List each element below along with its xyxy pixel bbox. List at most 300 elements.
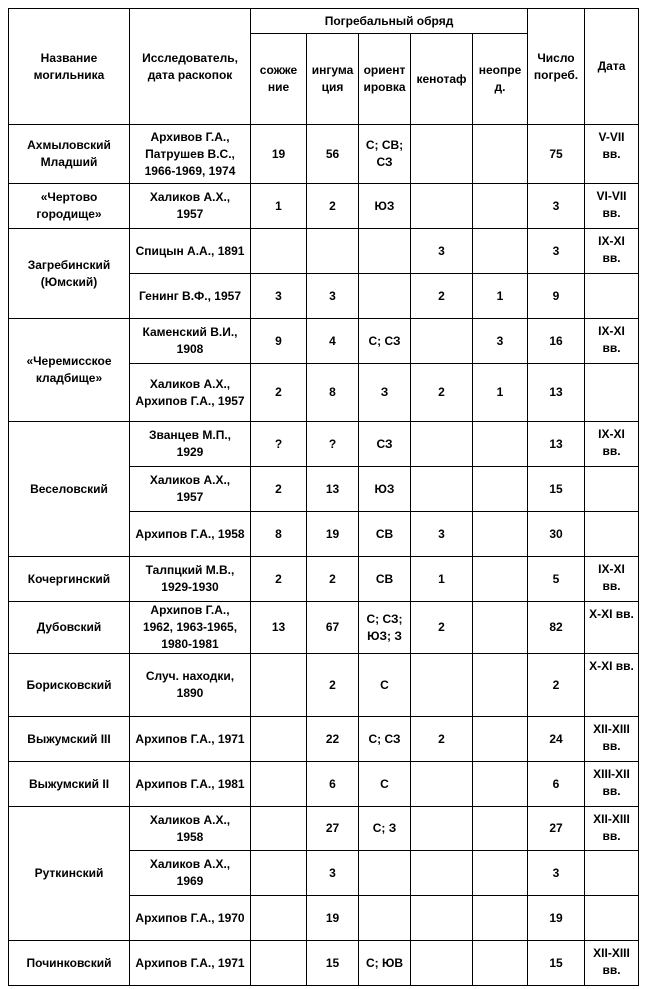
inhumation-cell: 2 [307, 184, 359, 229]
date-cell [585, 851, 639, 896]
orientation-lines [361, 436, 408, 453]
undetermined-cell [473, 851, 528, 896]
burial-count-cell: 2 [528, 654, 585, 717]
researcher-line: Архивов Г.А., [150, 129, 230, 144]
cenotaph-cell [411, 319, 473, 364]
cenotaph-cell: 2 [411, 717, 473, 762]
researcher-line: Званцев М.П., [148, 428, 232, 442]
inhumation-cell: 15 [307, 941, 359, 986]
date-cell [585, 654, 639, 717]
table-row [9, 229, 639, 274]
orientation-cell [359, 319, 411, 364]
date-line: вв. [602, 147, 621, 161]
header-undetermined [473, 34, 528, 125]
inhumation-cell: 13 [307, 467, 359, 512]
site-name-cell [9, 717, 130, 762]
site-name-line: Руткинский [34, 866, 104, 880]
date-cell [585, 896, 639, 941]
cremation-cell: 9 [251, 319, 307, 364]
undetermined-cell [473, 512, 528, 557]
researcher-cell [130, 602, 251, 654]
inhumation-cell: 6 [307, 762, 359, 807]
burial-count-cell: 75 [528, 125, 585, 184]
date-lines [587, 561, 636, 595]
orientation-lines [361, 955, 408, 972]
cremation-cell: 13 [251, 602, 307, 654]
site-name-cell [9, 807, 130, 941]
researcher-lines [132, 602, 248, 653]
cenotaph-cell: 2 [411, 274, 473, 319]
researcher-lines [132, 129, 248, 180]
header-researcher-line-1: Исследователь, [142, 50, 238, 65]
undetermined-cell [473, 654, 528, 717]
burial-count-cell: 13 [528, 422, 585, 467]
inhumation-cell: 19 [307, 512, 359, 557]
header-date: Дата [585, 9, 639, 125]
cremation-cell [251, 654, 307, 717]
header-cremation [251, 34, 307, 125]
date-lines [587, 721, 636, 755]
burial-count-cell: 24 [528, 717, 585, 762]
table-body [9, 125, 639, 986]
researcher-line: 1957 [176, 490, 204, 504]
researcher-line: 1890 [176, 686, 204, 700]
researcher-lines [132, 731, 248, 748]
orientation-lines [361, 731, 408, 748]
orientation-cell [359, 654, 411, 717]
header-undetermined-line-1: неопре [478, 63, 522, 77]
orientation-cell [359, 229, 411, 274]
orientation-line: С; СЗ [368, 333, 401, 348]
researcher-lines [132, 910, 248, 927]
inhumation-cell: 67 [307, 602, 359, 654]
researcher-lines [132, 376, 248, 410]
orientation-line: ЮЗ [374, 481, 395, 496]
date-line: VI-VII [596, 189, 627, 203]
table-row [9, 557, 639, 602]
inhumation-cell: 3 [307, 274, 359, 319]
researcher-line: Халиков А.Х., [149, 812, 231, 827]
header-name-line-1: Название [40, 50, 98, 65]
orientation-lines [361, 481, 408, 498]
researcher-line: Архипов Г.А., 1970 [135, 910, 245, 925]
date-cell [585, 762, 639, 807]
cremation-cell: 19 [251, 125, 307, 184]
researcher-lines [132, 427, 248, 461]
orientation-cell [359, 467, 411, 512]
researcher-cell [130, 807, 251, 851]
orientation-lines [361, 198, 408, 215]
orientation-line: С [380, 776, 389, 791]
researcher-lines [132, 776, 248, 793]
burial-count-cell: 27 [528, 807, 585, 851]
orientation-line: ЮЗ [374, 198, 395, 213]
orientation-cell [359, 364, 411, 422]
site-name-line: Веселовский [30, 481, 108, 496]
undetermined-cell [473, 229, 528, 274]
header-cremation-line-1: сожже [259, 63, 298, 77]
table-row [9, 319, 639, 364]
orientation-cell [359, 851, 411, 896]
researcher-cell [130, 512, 251, 557]
date-cell [585, 467, 639, 512]
site-name-cell [9, 422, 130, 557]
researcher-line: 1966-1969, 1974 [144, 163, 236, 178]
header-cremation-line-2: ние [267, 80, 290, 94]
inhumation-cell: 3 [307, 851, 359, 896]
header-orientation-line-2: ировка [363, 80, 406, 94]
header-researcher-line-2: дата раскопок [147, 67, 233, 82]
cenotaph-cell: 3 [411, 512, 473, 557]
cremation-cell [251, 229, 307, 274]
date-cell [585, 125, 639, 184]
site-name-cell [9, 941, 130, 986]
date-lines [587, 323, 636, 357]
orientation-line: СВ [375, 526, 394, 541]
orientation-cell [359, 762, 411, 807]
site-name-line: Дубовский [36, 620, 102, 634]
cremation-cell: 8 [251, 512, 307, 557]
researcher-lines [132, 288, 248, 305]
header-name-lines [11, 50, 127, 84]
undetermined-cell [473, 467, 528, 512]
table-row [9, 654, 639, 717]
site-name-line: Младший [40, 155, 98, 169]
date-cell [585, 557, 639, 602]
inhumation-cell: ? [307, 422, 359, 467]
researcher-line: Спицын А.А., 1891 [135, 243, 245, 258]
orientation-lines [361, 611, 408, 645]
site-name-cell [9, 557, 130, 602]
date-cell [585, 229, 639, 274]
table-row [9, 422, 639, 467]
date-lines [587, 658, 636, 675]
cremation-cell [251, 807, 307, 851]
date-line: IX-XI [598, 234, 625, 248]
burial-count-cell: 30 [528, 512, 585, 557]
burial-count-cell: 5 [528, 557, 585, 602]
date-cell [585, 941, 639, 986]
orientation-cell [359, 422, 411, 467]
site-name-cell [9, 319, 130, 422]
orientation-cell [359, 602, 411, 654]
header-cenotaph: кенотаф [411, 34, 473, 125]
orientation-line: СЗ [376, 436, 393, 451]
date-lines [587, 233, 636, 267]
date-line: IX-XI [598, 324, 625, 338]
researcher-lines [132, 189, 248, 223]
researcher-line: Архипов Г.А., 1957 [135, 393, 245, 408]
inhumation-cell: 8 [307, 364, 359, 422]
inhumation-cell: 56 [307, 125, 359, 184]
header-burial-count [528, 9, 585, 125]
site-name-lines [11, 776, 127, 793]
inhumation-cell: 19 [307, 896, 359, 941]
burial-count-cell: 15 [528, 941, 585, 986]
orientation-cell [359, 807, 411, 851]
date-line: вв. [602, 579, 621, 593]
orientation-lines [361, 820, 408, 837]
orientation-cell [359, 941, 411, 986]
header-name-line-2: могильника [33, 67, 105, 82]
header-row-top [9, 9, 639, 34]
date-cell [585, 422, 639, 467]
orientation-line: СЗ [376, 155, 393, 169]
cremation-cell [251, 941, 307, 986]
date-line: вв. [602, 444, 621, 458]
orientation-line: С; СВ; [365, 138, 404, 152]
researcher-line: 1957 [176, 207, 204, 221]
site-name-line: Починковский [26, 955, 112, 970]
site-name-cell [9, 762, 130, 807]
researcher-cell [130, 422, 251, 467]
researcher-line: Архипов Г.А., [150, 603, 230, 617]
site-name-lines [11, 955, 127, 972]
site-name-lines [11, 677, 127, 694]
researcher-lines [132, 562, 248, 596]
orientation-lines [361, 137, 408, 171]
date-cell [585, 717, 639, 762]
site-name-lines [11, 353, 127, 387]
site-name-lines [11, 619, 127, 636]
undetermined-cell [473, 125, 528, 184]
orientation-lines [361, 384, 408, 401]
researcher-cell [130, 229, 251, 274]
cenotaph-cell: 2 [411, 602, 473, 654]
table-row [9, 941, 639, 986]
orientation-lines [361, 526, 408, 543]
date-lines [587, 606, 636, 623]
researcher-lines [132, 472, 248, 506]
inhumation-cell [307, 229, 359, 274]
cenotaph-cell: 2 [411, 364, 473, 422]
header-orientation [359, 34, 411, 125]
researcher-line: Патрушев В.С., [145, 146, 235, 161]
date-line: XII-XIII [593, 946, 630, 960]
researcher-line: Халиков А.Х., [149, 857, 231, 871]
cenotaph-cell: 3 [411, 229, 473, 274]
cenotaph-cell [411, 807, 473, 851]
inhumation-cell: 2 [307, 654, 359, 717]
header-inhumation-line-1: ингума [311, 63, 354, 77]
orientation-line: ЮЗ; З [367, 628, 402, 643]
researcher-cell [130, 467, 251, 512]
researcher-cell [130, 364, 251, 422]
site-name-line: Выжумский III [27, 731, 111, 746]
undetermined-cell: 1 [473, 364, 528, 422]
cenotaph-cell [411, 184, 473, 229]
site-name-cell [9, 229, 130, 319]
date-cell [585, 274, 639, 319]
site-name-line: кладбище» [35, 371, 103, 385]
header-inhumation [307, 34, 359, 125]
researcher-line: Халиков А.Х., [149, 376, 231, 391]
orientation-lines [361, 333, 408, 350]
date-lines [587, 945, 636, 979]
orientation-line: С [380, 677, 389, 692]
date-line: вв. [602, 251, 621, 265]
header-researcher [130, 9, 251, 125]
orientation-lines [361, 571, 408, 588]
site-name-line: «Чертово [40, 190, 98, 204]
site-name-lines [11, 865, 127, 882]
researcher-line: Архипов Г.А., 1971 [135, 731, 245, 746]
burial-count-cell: 82 [528, 602, 585, 654]
researcher-line: 1929 [176, 445, 204, 459]
researcher-line: Генинг В.Ф., 1957 [138, 288, 241, 303]
cremation-cell: 2 [251, 364, 307, 422]
date-cell [585, 807, 639, 851]
cremation-cell: 1 [251, 184, 307, 229]
site-name-line: (Юмский) [40, 274, 98, 289]
researcher-line: Халиков А.Х., [149, 190, 231, 204]
cremation-cell [251, 717, 307, 762]
site-name-line: городище» [36, 207, 102, 221]
researcher-line: 1958 [176, 829, 204, 844]
table-row [9, 762, 639, 807]
date-cell [585, 512, 639, 557]
researcher-line: Случ. находки, [145, 669, 235, 683]
undetermined-cell: 3 [473, 319, 528, 364]
undetermined-cell [473, 557, 528, 602]
site-name-lines [11, 189, 127, 223]
date-line: IX-XI [598, 562, 625, 576]
date-cell [585, 602, 639, 654]
header-burial-rite: Погребальный обряд [251, 9, 528, 34]
undetermined-cell [473, 717, 528, 762]
researcher-cell [130, 717, 251, 762]
date-lines [587, 426, 636, 460]
researcher-lines [132, 856, 248, 890]
researcher-line: Каменский В.И., [142, 325, 238, 339]
orientation-cell [359, 125, 411, 184]
cenotaph-cell [411, 654, 473, 717]
orientation-cell [359, 717, 411, 762]
header-count-line-1: Число [537, 50, 575, 65]
date-lines [587, 188, 636, 222]
date-line: X-XI вв. [589, 659, 634, 673]
site-name-line: Борисковский [26, 677, 112, 692]
site-name-lines [11, 731, 127, 748]
site-name-cell [9, 602, 130, 654]
cenotaph-cell: 1 [411, 557, 473, 602]
date-line: вв. [602, 739, 621, 753]
orientation-cell [359, 184, 411, 229]
cenotaph-cell [411, 896, 473, 941]
researcher-lines [132, 812, 248, 846]
date-lines [587, 129, 636, 163]
burial-count-cell: 9 [528, 274, 585, 319]
researcher-lines [132, 668, 248, 702]
date-line: вв. [602, 784, 621, 798]
cremation-cell [251, 851, 307, 896]
header-inhumation-line-2: ция [321, 80, 344, 94]
site-name-line: Загребинский [27, 257, 111, 272]
undetermined-cell [473, 762, 528, 807]
site-name-lines [11, 137, 127, 171]
header-count-line-2: погреб. [533, 67, 579, 82]
date-lines [587, 811, 636, 845]
site-name-lines [11, 481, 127, 498]
date-line: вв. [602, 829, 621, 843]
cremation-cell: ? [251, 422, 307, 467]
orientation-cell [359, 557, 411, 602]
inhumation-cell: 27 [307, 807, 359, 851]
researcher-line: Талпцкий М.В., [145, 563, 235, 577]
date-lines [587, 766, 636, 800]
cremation-cell: 3 [251, 274, 307, 319]
cremation-cell: 2 [251, 467, 307, 512]
researcher-line: 1969 [176, 874, 204, 888]
researcher-cell [130, 557, 251, 602]
header-orientation-line-1: ориент [363, 63, 406, 77]
burial-count-cell: 6 [528, 762, 585, 807]
researcher-cell [130, 851, 251, 896]
cenotaph-cell [411, 762, 473, 807]
burial-count-cell: 13 [528, 364, 585, 422]
table-row [9, 717, 639, 762]
cenotaph-cell [411, 422, 473, 467]
orientation-line: С; ЮВ [365, 955, 404, 970]
researcher-line: 1980-1981 [161, 637, 219, 651]
researcher-cell [130, 184, 251, 229]
researcher-cell [130, 654, 251, 717]
cremation-cell: 2 [251, 557, 307, 602]
orientation-lines [361, 677, 408, 694]
site-name-cell [9, 184, 130, 229]
site-name-cell [9, 125, 130, 184]
undetermined-cell [473, 422, 528, 467]
cenotaph-cell [411, 467, 473, 512]
date-cell [585, 319, 639, 364]
burial-count-cell: 19 [528, 896, 585, 941]
site-name-line: Кочергинский [27, 571, 111, 586]
researcher-cell [130, 896, 251, 941]
researcher-cell [130, 319, 251, 364]
date-line: X-XI вв. [589, 607, 634, 621]
orientation-cell [359, 274, 411, 319]
researcher-line: Архипов Г.А., 1971 [135, 955, 245, 970]
researcher-cell [130, 762, 251, 807]
table-row [9, 807, 639, 851]
undetermined-cell [473, 896, 528, 941]
date-line: XII-XIII [593, 812, 630, 826]
orientation-line: З [380, 385, 389, 399]
researcher-lines [132, 324, 248, 358]
researcher-line: Архипов Г.А., 1958 [135, 526, 245, 541]
researcher-lines [132, 526, 248, 543]
cenotaph-cell [411, 851, 473, 896]
researcher-lines [132, 243, 248, 260]
inhumation-cell: 4 [307, 319, 359, 364]
orientation-line: С; СЗ; [366, 611, 403, 626]
researcher-line: 1908 [176, 342, 204, 356]
undetermined-cell [473, 602, 528, 654]
burial-count-cell: 3 [528, 851, 585, 896]
date-line: вв. [602, 963, 621, 977]
researcher-cell [130, 274, 251, 319]
inhumation-cell: 22 [307, 717, 359, 762]
cenotaph-cell [411, 941, 473, 986]
orientation-cell [359, 512, 411, 557]
researcher-cell [130, 125, 251, 184]
orientation-cell [359, 896, 411, 941]
orientation-line: С; З [372, 821, 397, 835]
undetermined-cell [473, 184, 528, 229]
orientation-lines [361, 776, 408, 793]
burial-count-cell: 16 [528, 319, 585, 364]
inhumation-cell: 2 [307, 557, 359, 602]
